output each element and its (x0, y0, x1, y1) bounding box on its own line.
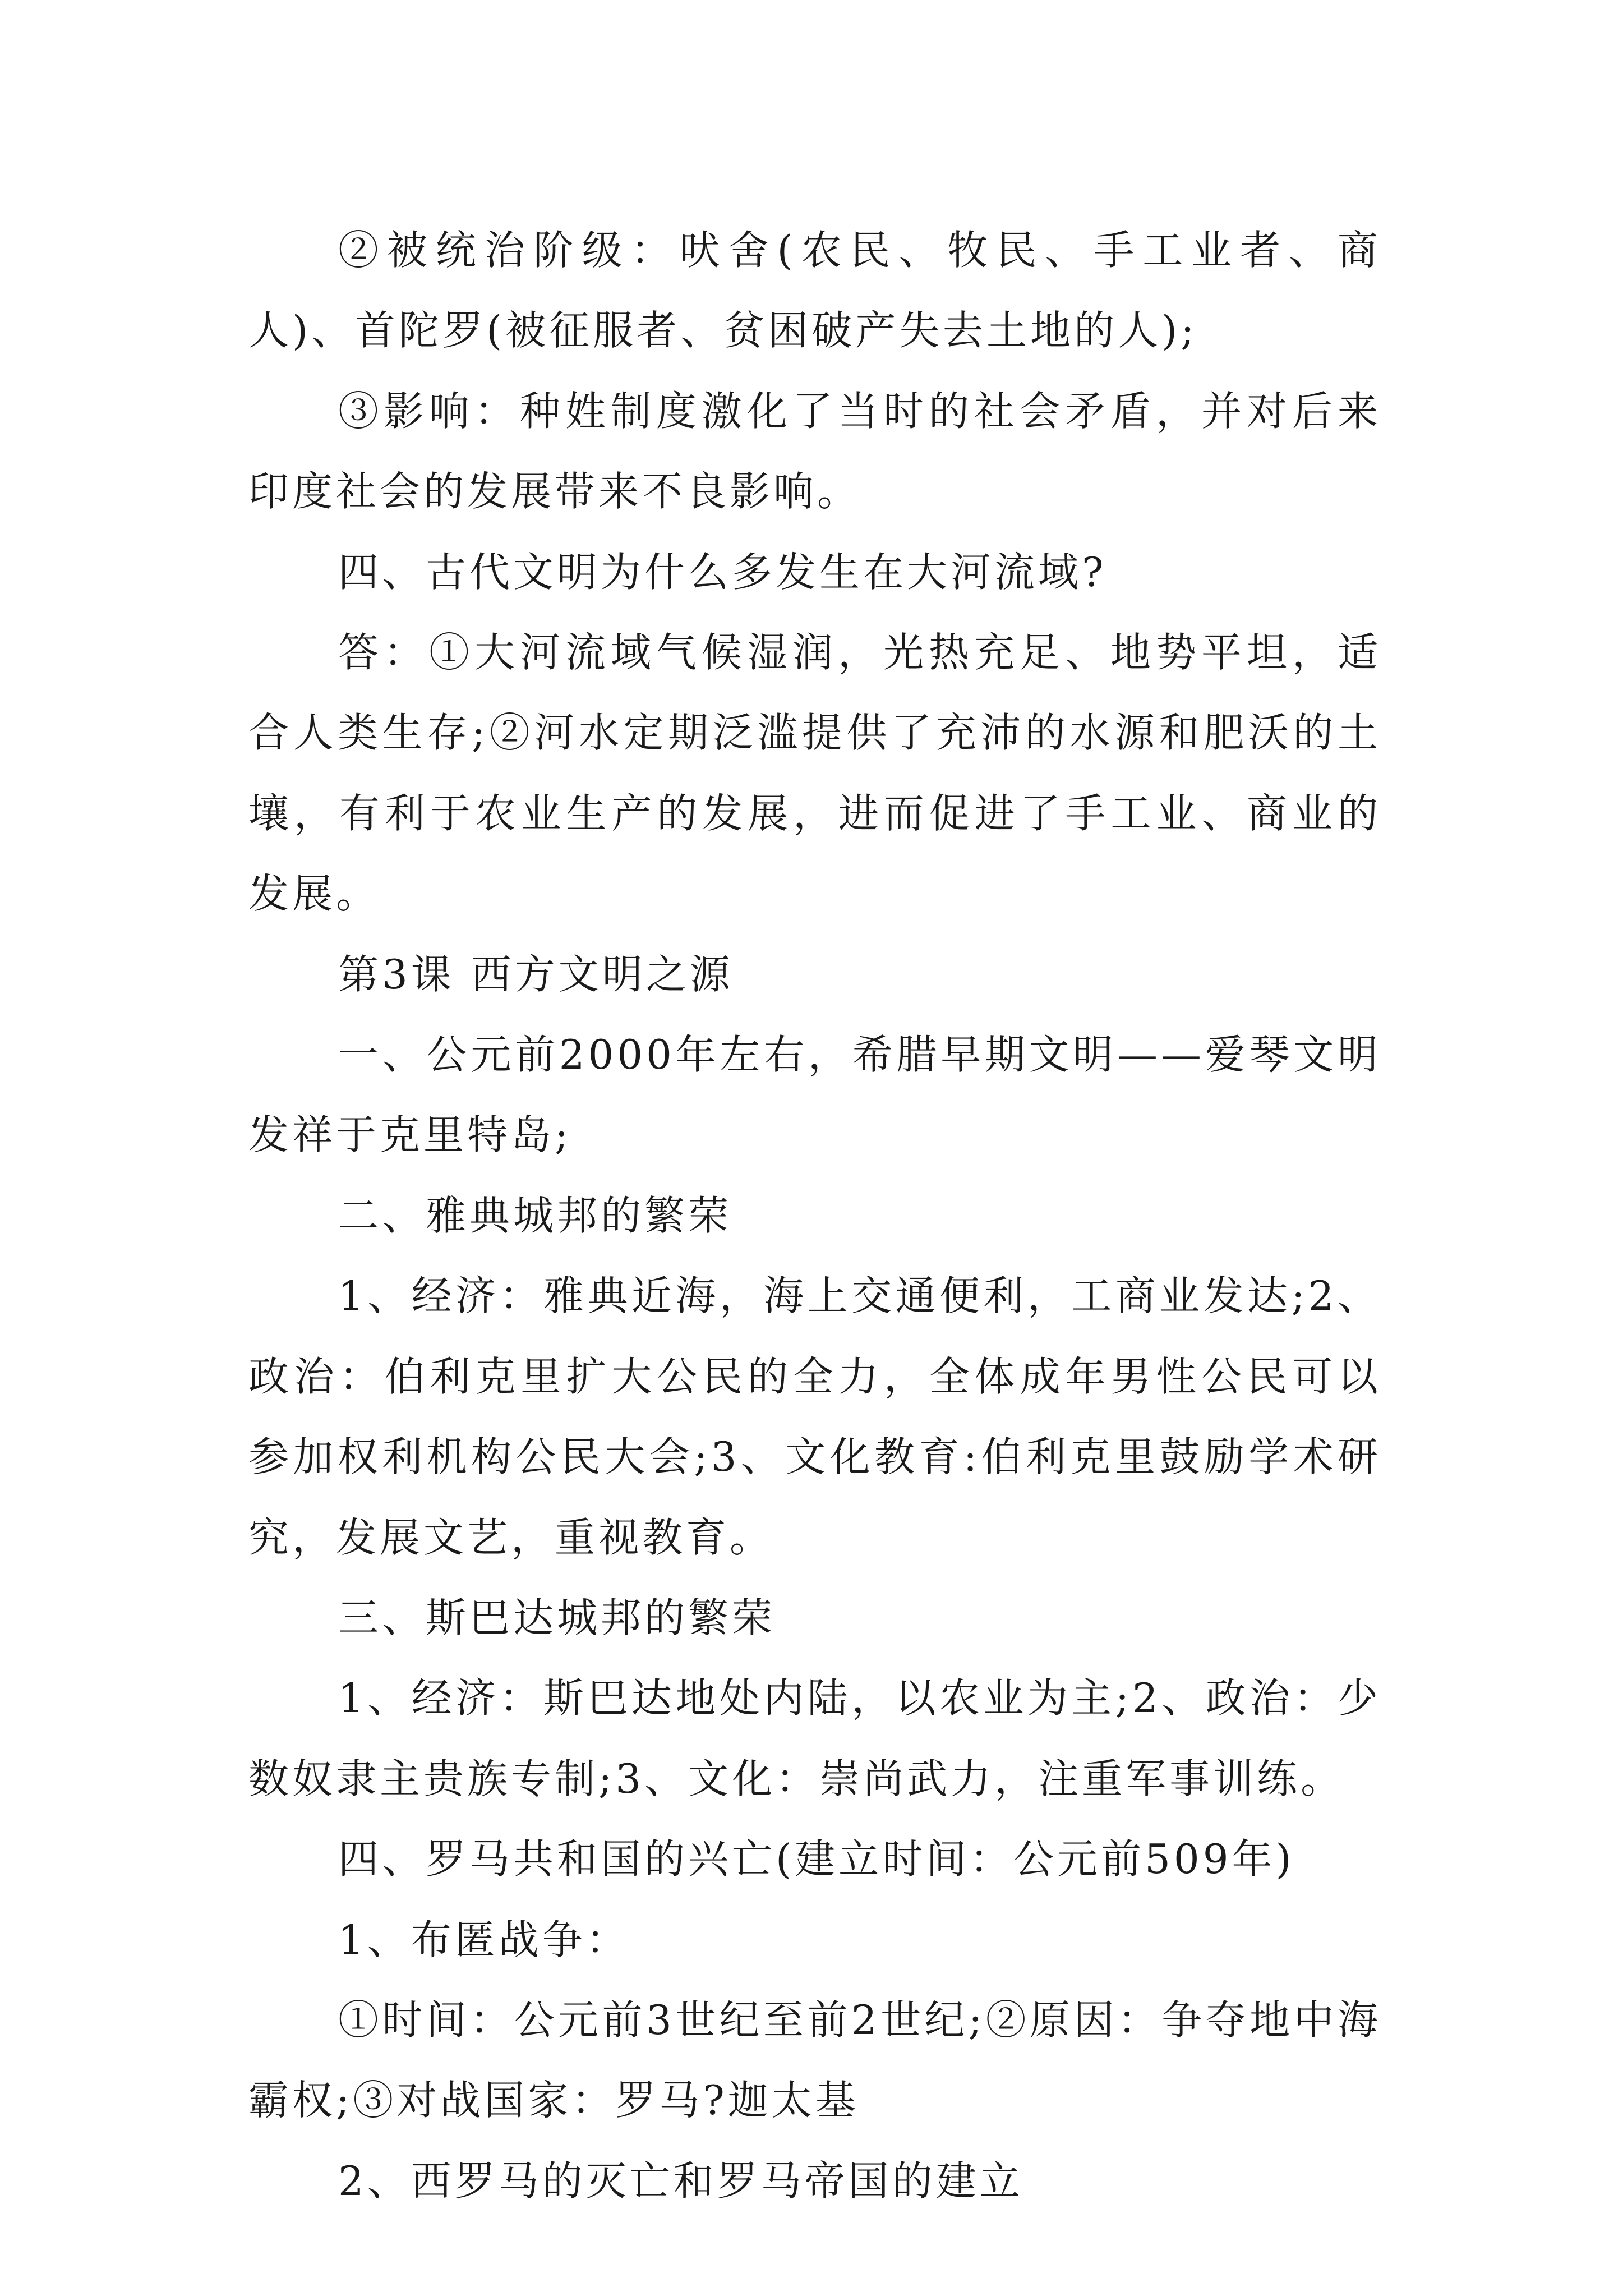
paragraph-lower-castes: ②被统治阶级：吠舍(农民、牧民、手工业者、商人)、首陀罗(被征服者、贫困破产失去土地的人); (248, 227, 1381, 355)
paragraph-sparta-details: 1、经济：斯巴达地处内陆，以农业为主;2、政治：少数奴隶主贵族专制;3、文化：崇尚武力，注重军事训练。 (248, 1674, 1381, 1802)
section-heading-sparta: 三、斯巴达城邦的繁荣 (338, 1594, 776, 1641)
lesson-title: 第3课 西方文明之源 (338, 950, 734, 998)
subheading-punic-wars: 1、布匿战争： (338, 1916, 630, 1963)
section-heading-roman-republic: 四、罗马共和国的兴亡(建立时间：公元前509年) (338, 1835, 1295, 1883)
subheading-western-rome-fall: 2、西罗马的灭亡和罗马帝国的建立 (338, 2157, 1023, 2205)
answer-river-civilizations: 答：①大河流域气候湿润，光热充足、地势平坦，适合人类生存;②河水定期泛滥提供了充沛的水源和肥沃的土壤，有利于农业生产的发展，进而促进了手工业、商业的发展。 (248, 629, 1381, 918)
paragraph-caste-influence: ③影响：种姓制度激化了当时的社会矛盾，并对后来印度社会的发展带来不良影响。 (248, 387, 1381, 516)
section-aegean-civilization: 一、公元前2000年左右，希腊早期文明——爱琴文明发祥于克里特岛; (248, 1031, 1381, 1159)
paragraph-athens-details: 1、经济：雅典近海，海上交通便利，工商业发达;2、政治：伯利克里扩大公民的全力，全体成年男性公民可以参加权利机构公民大会;3、文化教育:伯利克里鼓励学术研究，发展文艺，重视教育。 (248, 1272, 1381, 1561)
question-river-civilizations: 四、古代文明为什么多发生在大河流域? (338, 548, 1107, 596)
section-heading-athens: 二、雅典城邦的繁荣 (338, 1191, 732, 1239)
paragraph-punic-wars-details: ①时间：公元前3世纪至前2世纪;②原因：争夺地中海霸权;③对战国家：罗马?迦太基 (248, 1996, 1381, 2124)
document-body (248, 210, 1381, 2221)
